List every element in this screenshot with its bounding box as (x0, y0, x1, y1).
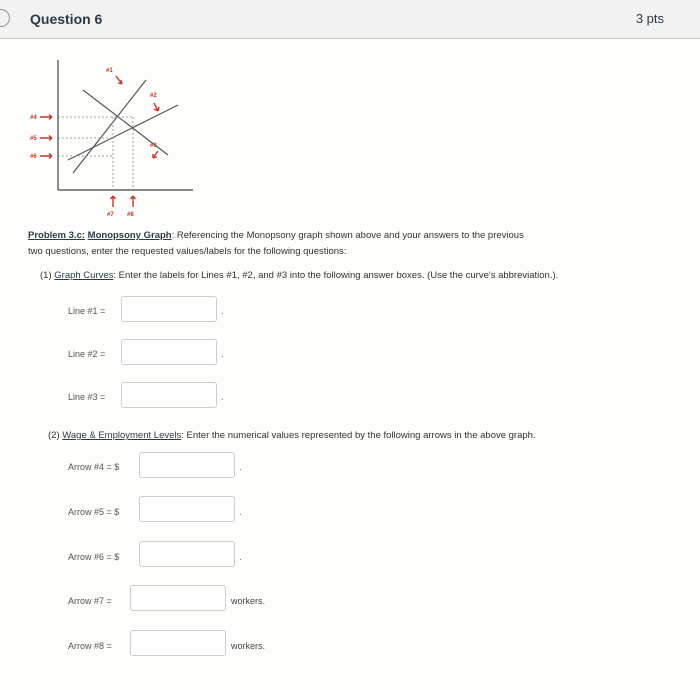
arrow-5-input[interactable] (139, 496, 235, 522)
question-points: 3 pts (635, 11, 664, 26)
line-3-arrow (153, 151, 158, 158)
arrow-6-field-label: Arrow #6 = $ (68, 552, 120, 562)
line-3-period: . (221, 392, 224, 403)
arrow-8-field-label: Arrow #8 = (68, 641, 112, 651)
arrow-7-field-label: Arrow #7 = (68, 596, 112, 606)
section-2-text: : Enter the numerical values represented by the following arrows in the above graph. (181, 430, 536, 441)
arrow-5-field-label: Arrow #5 = $ (68, 507, 120, 517)
arrow-4-field-label: Arrow #4 = $ (68, 462, 120, 472)
arrow-8-label: #8 (127, 212, 134, 218)
line-3-label: #3 (150, 143, 157, 149)
question-title: Question 6 (30, 11, 103, 27)
line-2-period: . (221, 349, 224, 360)
line-3-field-label: Line #3 = (68, 392, 106, 402)
question-header (0, 0, 700, 39)
section-1-title: Graph Curves (54, 270, 114, 281)
line-1-arrow (116, 76, 122, 84)
arrow-5-icon (40, 136, 52, 141)
section-1-text: : Enter the labels for Lines #1, #2, and #3 into the following answer boxes. (Use the curve's abbreviation.). (113, 270, 559, 281)
line-2-field-label: Line #2 = (68, 349, 106, 359)
question-status-icon (0, 9, 10, 27)
arrow-8-unit: workers. (231, 641, 266, 651)
arrow-4-icon (40, 115, 52, 120)
arrow-4-label: #4 (30, 115, 37, 121)
arrow-8-input[interactable] (130, 630, 226, 656)
line-3-input[interactable] (121, 382, 217, 408)
arrow-6-label: #6 (30, 154, 37, 160)
monopsony-graph (28, 55, 198, 220)
arrow-4-period: . (239, 462, 242, 473)
arrow-6-input[interactable] (139, 541, 235, 567)
line-1-period: . (221, 306, 224, 317)
line-2-arrow (154, 103, 159, 111)
line-1-input[interactable] (121, 296, 217, 322)
line-2-input[interactable] (121, 339, 217, 365)
line-2-label: #2 (150, 93, 157, 99)
arrow-5-period: . (239, 507, 242, 518)
section-2-instructions (48, 430, 536, 441)
prompt-text-2: two questions, enter the requested values/labels for the following questions: (28, 246, 347, 257)
arrow-4-input[interactable] (139, 452, 235, 478)
line-3-curve (68, 105, 178, 160)
problem-label: Problem 3.c: (28, 230, 86, 241)
line-1-label: #1 (106, 68, 113, 74)
arrow-6-icon (40, 154, 52, 159)
problem-prompt (28, 228, 668, 260)
section-2-title: Wage & Employment Levels (62, 430, 182, 441)
line-1-field-label: Line #1 = (68, 306, 106, 316)
graph-label: Monopsony Graph (87, 230, 172, 241)
section-2-number: (2) (48, 430, 60, 441)
arrow-7-label: #7 (107, 212, 114, 218)
arrow-8-icon (131, 196, 136, 207)
prompt-text-1: : Referencing the Monopsony graph shown above and your answers to the previous (171, 230, 524, 241)
arrow-6-period: . (239, 552, 242, 563)
arrow-7-icon (111, 196, 116, 207)
arrow-7-unit: workers. (231, 596, 266, 606)
section-1-number: (1) (40, 270, 52, 281)
section-1-instructions (40, 270, 558, 281)
arrow-7-input[interactable] (130, 585, 226, 611)
arrow-5-label: #5 (30, 136, 37, 142)
